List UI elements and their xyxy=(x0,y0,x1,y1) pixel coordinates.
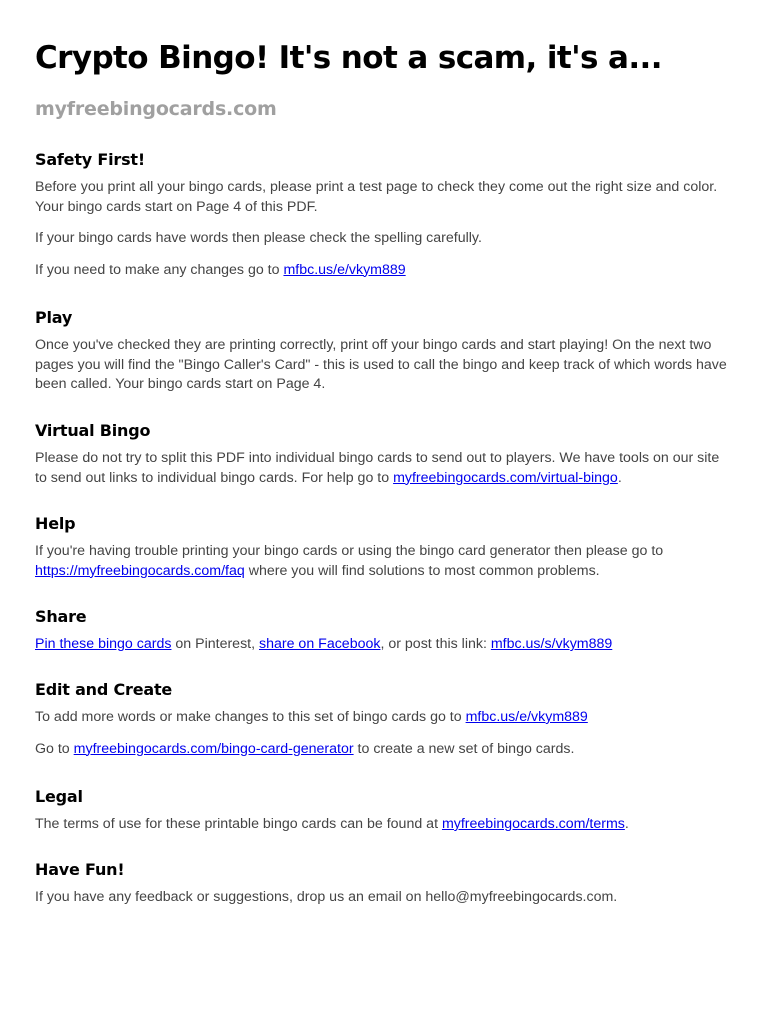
text: The terms of use for these printable bingo cards can be found at xyxy=(35,816,442,832)
paragraph xyxy=(35,542,735,581)
paragraph: If you have any feedback or suggestions, drop us an email on hello@myfreebingocards.com. xyxy=(35,889,618,905)
section-heading: Play xyxy=(35,308,73,327)
section-help xyxy=(35,514,735,593)
section-heading: Edit and Create xyxy=(35,680,173,699)
edit-link[interactable]: mfbc.us/e/vkym889 xyxy=(283,261,406,278)
paragraph: If your bingo cards have words then please check the spelling carefully. xyxy=(35,230,482,246)
site-name: myfreebingocards.com xyxy=(35,98,277,120)
section-virtual-bingo xyxy=(35,421,735,500)
text: If you're having trouble printing your bingo cards or using the bingo card generator then please go to xyxy=(35,543,664,559)
text: on Pinterest, xyxy=(171,636,259,652)
section-legal xyxy=(35,787,735,847)
virtual-bingo-link[interactable]: myfreebingocards.com/virtual-bingo xyxy=(393,469,618,486)
paragraph xyxy=(35,449,735,488)
paragraph: Once you've checked they are printing correctly, print off your bingo cards and start playing! On the next two pages you will find the "Bingo Caller's Card" - this is used to call the bingo and keep track of which words have been called. Your bingo cards start on Page 4. xyxy=(35,337,727,392)
text: If you need to make any changes go to xyxy=(35,261,284,278)
terms-link[interactable]: myfreebingocards.com/terms xyxy=(441,816,625,832)
facebook-link[interactable]: share on Facebook xyxy=(259,636,381,652)
section-safety-first xyxy=(35,150,735,292)
text: . xyxy=(624,816,629,832)
section-heading: Virtual Bingo xyxy=(35,421,151,440)
text: To add more words or make changes to this set of bingo cards go to xyxy=(35,709,466,725)
paragraph xyxy=(35,740,735,760)
section-share xyxy=(35,607,735,667)
faq-link[interactable]: https://myfreebingocards.com/faq xyxy=(35,562,245,579)
generator-link[interactable]: myfreebingocards.com/bingo-card-generator xyxy=(73,740,354,757)
paragraph xyxy=(35,261,735,281)
share-link[interactable]: mfbc.us/s/vkym889 xyxy=(490,636,613,652)
edit-link[interactable]: mfbc.us/e/vkym889 xyxy=(465,709,588,725)
pinterest-link[interactable]: Pin these bingo cards xyxy=(35,636,172,652)
paragraph xyxy=(35,815,735,835)
paragraph xyxy=(35,708,735,728)
section-play xyxy=(35,308,735,407)
section-heading: Help xyxy=(35,514,76,533)
section-have-fun xyxy=(35,860,735,920)
paragraph: Before you print all your bingo cards, please print a test page to check they come out the right size and color. Your bingo cards start on Page 4 of this PDF. xyxy=(35,179,718,215)
paragraph xyxy=(35,635,735,655)
section-heading: Legal xyxy=(35,787,83,806)
section-heading: Share xyxy=(35,607,87,626)
text: Please do not try to split this PDF into individual bingo cards to send out to players. We have tools on our site to send out links to individual bingo cards. For help go to xyxy=(35,450,720,486)
text: Go to xyxy=(35,740,74,757)
text: . xyxy=(617,469,622,486)
text: , or post this link: xyxy=(380,636,491,652)
section-heading: Safety First! xyxy=(35,150,145,169)
text: where you will find solutions to most common problems. xyxy=(244,562,600,579)
text: to create a new set of bingo cards. xyxy=(353,740,575,757)
page-title: Crypto Bingo! It's not a scam, it's a... xyxy=(35,40,662,76)
section-edit-and-create xyxy=(35,680,735,771)
section-heading: Have Fun! xyxy=(35,860,125,879)
